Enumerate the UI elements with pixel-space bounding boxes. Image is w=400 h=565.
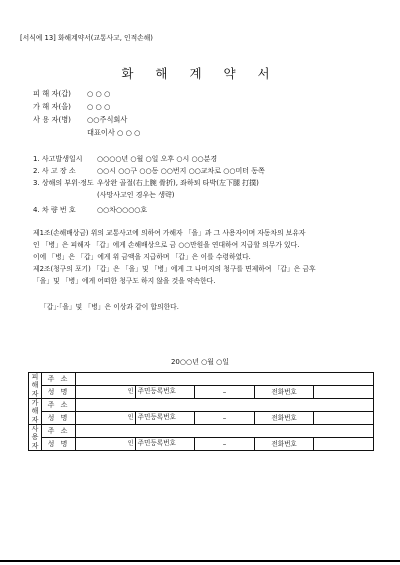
party-value: ○○주식회사 (87, 115, 128, 124)
role-cell: 피해자 (29, 373, 42, 399)
role-cell: 가해자 (29, 399, 42, 425)
tel-label: 전화번호 (254, 438, 314, 451)
address-field[interactable] (76, 373, 374, 386)
accident-datetime (33, 155, 217, 163)
signature-row-name (29, 412, 374, 425)
party-representative: 대표이사 ○ ○ ○ (87, 128, 141, 137)
signature-row-address (29, 373, 374, 386)
name-field[interactable] (76, 386, 136, 399)
role-cell: 사용자 (29, 425, 42, 451)
accident-value: ○○○○년 ○월 ○일 오후 ○시 ○○분경 (97, 155, 218, 163)
name-field[interactable] (76, 438, 136, 451)
accident-note: (사망사고인 경우는 생략) (97, 191, 175, 199)
address-label: 주 소 (42, 373, 76, 386)
clause-line: 제2조(청구의 포기) 「갑」은 「을」및 「병」에게 그 나머지의 청구를 면제하여 「갑」은 금후 (33, 265, 316, 273)
name-label: 성 명 (42, 438, 76, 451)
name-field[interactable] (76, 412, 136, 425)
agreement-statement: 「갑」·「을」및 「병」은 이상과 같이 합의한다. (40, 303, 179, 311)
document-title: 화 해 계 약 서 (121, 66, 279, 81)
name-label: 성 명 (42, 412, 76, 425)
contract-date: 20○○년 ○월 ○일 (170, 358, 230, 366)
form-label: [서식예 13] 화해계약서(교통사고, 인적손해) (20, 34, 153, 42)
accident-label: 4. 차 량 번 호 (33, 206, 76, 214)
rrn-label: 주민등록번호 (135, 386, 195, 399)
address-field[interactable] (76, 399, 374, 412)
tel-field[interactable] (314, 412, 374, 425)
accident-label: 2. 사 고 장 소 (33, 167, 76, 175)
accident-place (33, 167, 265, 175)
party-value: ○ ○ ○ (87, 89, 111, 98)
address-label: 주 소 (42, 425, 76, 438)
rrn-label: 주민등록번호 (135, 438, 195, 451)
name-label: 성 명 (42, 386, 76, 399)
accident-value: ○○시 ○○구 ○○동 ○○번지 ○○교차로 ○○미터 동쪽 (97, 167, 265, 175)
seal-mark: 인 (127, 388, 134, 395)
signature-row-name (29, 438, 374, 451)
signature-row-address (29, 399, 374, 412)
party-offender (33, 103, 110, 112)
tel-field[interactable] (314, 386, 374, 399)
accident-value: 우상완 골절(右上腕 骨折), 좌하퇴 타박(左下腿 打撲) (97, 179, 259, 187)
seal-mark: 인 (127, 414, 134, 421)
signature-table (28, 372, 374, 451)
accident-label: 1. 사고발생일시 (33, 155, 83, 163)
rrn-field[interactable]: – (195, 386, 255, 399)
seal-mark: 인 (127, 440, 134, 447)
party-label: 사 용 자(병) (33, 115, 71, 124)
rrn-field[interactable]: – (195, 412, 255, 425)
accident-injury (33, 179, 259, 187)
page-bottom-rule (0, 560, 400, 562)
clause-line: 인 「병」은 피해자 「갑」에게 손해배상으로 금 ○○만원을 연대하여 지급할 의무가 있다. (33, 241, 300, 249)
address-label: 주 소 (42, 399, 76, 412)
accident-label: 3. 상해의 부위·정도 (33, 179, 94, 187)
party-victim (33, 90, 110, 99)
address-field[interactable] (76, 425, 374, 438)
clause-line: 제1조(손해배상금) 위의 교통사고에 의하여 가해자 「을」과 그 사용자이며 자동차의 보유자 (33, 229, 306, 237)
tel-label: 전화번호 (254, 386, 314, 399)
tel-field[interactable] (314, 438, 374, 451)
rrn-field[interactable]: – (195, 438, 255, 451)
signature-row-name (29, 386, 374, 399)
signature-row-address (29, 425, 374, 438)
clause-line: 이에 「병」은 「갑」에게 위 금액을 지급하며 「갑」은 이를 수령하였다. (33, 253, 251, 261)
accident-vehicle (33, 206, 147, 214)
tel-label: 전화번호 (254, 412, 314, 425)
rrn-label: 주민등록번호 (135, 412, 195, 425)
clause-line: 「을」및 「병」에게 어떠한 청구도 하지 않을 것을 약속한다. (33, 277, 216, 285)
party-value: ○ ○ ○ (87, 102, 111, 111)
party-label: 피 해 자(갑) (33, 89, 71, 98)
party-employer (33, 116, 127, 125)
party-label: 가 해 자(을) (33, 102, 71, 111)
accident-value: ○○차○○○○호 (97, 206, 148, 214)
